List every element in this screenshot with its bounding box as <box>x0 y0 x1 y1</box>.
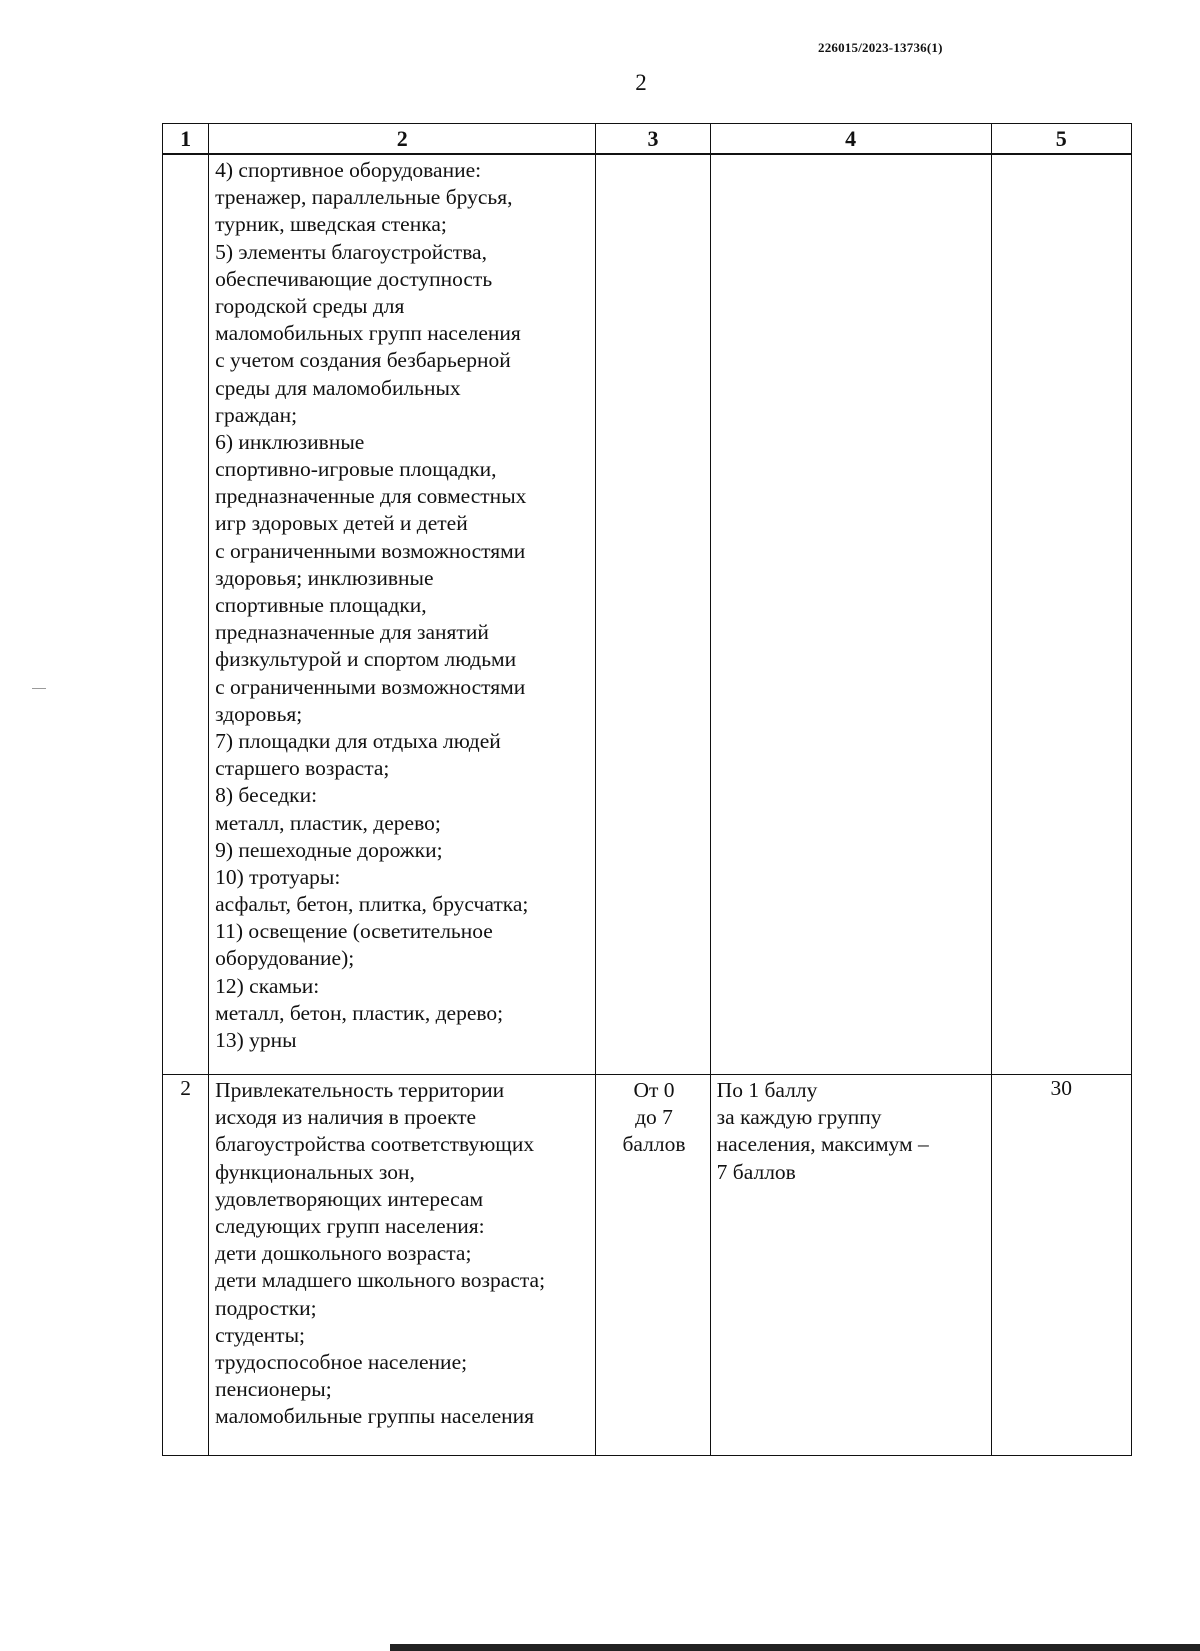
text-line: металл, бетон, пластик, дерево; <box>215 1000 504 1025</box>
text-line: 5) элементы благоустройства, <box>215 239 487 264</box>
text-line: 7) площадки для отдыха людей <box>215 728 501 753</box>
weight-cell: 30 <box>991 1075 1131 1456</box>
header-col-5: 5 <box>991 124 1131 155</box>
text-line: предназначенные для совместных <box>215 484 527 509</box>
text-line: старшего возраста; <box>215 756 390 781</box>
text-line: за каждую группу <box>716 1105 882 1130</box>
text-line: оборудование); <box>215 946 355 971</box>
criteria-lines <box>209 1075 595 1430</box>
text-line: маломобильные группы населения <box>215 1404 535 1429</box>
text-line: 11) освещение (осветительное <box>215 919 493 944</box>
text-line: Привлекательность территории <box>215 1078 505 1102</box>
text-line: следующих групп населения: <box>215 1213 485 1238</box>
criteria-description-cell <box>209 154 596 1075</box>
text-line: дети дошкольного возраста; <box>215 1241 472 1266</box>
text-line: 6) инклюзивные <box>215 429 365 454</box>
text-line: игр здоровых детей и детей <box>215 511 468 536</box>
row-number-cell: 2 <box>163 1075 209 1456</box>
text-line: удовлетворяющих интересам <box>215 1186 484 1211</box>
text-line: турник, шведская стенка; <box>215 212 447 237</box>
text-line: 7 баллов <box>716 1159 796 1184</box>
text-line: до 7 <box>635 1105 673 1130</box>
text-line: функциональных зон, <box>215 1159 415 1184</box>
text-line: предназначенные для занятий <box>215 620 489 645</box>
text-line: населения, максимум – <box>716 1132 929 1157</box>
text-line: 13) урны <box>215 1028 297 1052</box>
scoring-rule-cell <box>710 1075 991 1456</box>
score-range-lines <box>596 1075 709 1159</box>
text-line: спортивно-игровые площадки, <box>215 457 497 482</box>
criteria-lines <box>209 155 595 1054</box>
text-line: 12) скамьи: <box>215 973 320 998</box>
header-col-2: 2 <box>209 124 596 155</box>
text-line: обеспечивающие доступность <box>215 266 493 291</box>
text-line: 9) пешеходные дорожки; <box>215 837 443 862</box>
text-line: физкультурой и спортом людьми <box>215 647 517 672</box>
text-line: 4) спортивное оборудование: <box>215 158 482 182</box>
header-col-4: 4 <box>710 124 991 155</box>
text-line: 8) беседки: <box>215 783 318 808</box>
scan-bottom-edge <box>390 1644 1200 1651</box>
text-line: дети младшего школьного возраста; <box>215 1268 546 1293</box>
scan-margin-mark <box>32 688 46 689</box>
header-col-3: 3 <box>596 124 710 155</box>
scoring-rule-lines <box>711 1075 991 1186</box>
text-line: трудоспособное население; <box>215 1349 468 1374</box>
weight-cell <box>991 154 1131 1075</box>
text-line: с ограниченными возможностями <box>215 674 526 699</box>
text-line: с учетом создания безбарьерной <box>215 348 511 373</box>
scoring-rule-cell <box>710 154 991 1075</box>
text-line: среды для маломобильных <box>215 375 461 400</box>
text-line: городской среды для <box>215 293 405 318</box>
text-line: граждан; <box>215 402 298 427</box>
page-number: 2 <box>635 70 647 95</box>
text-line: пенсионеры; <box>215 1377 332 1402</box>
score-range-cell <box>596 154 710 1075</box>
text-line: По 1 баллу <box>716 1078 818 1102</box>
text-line: исходя из наличия в проекте <box>215 1105 477 1130</box>
text-line: тренажер, параллельные брусья, <box>215 185 513 210</box>
text-line: студенты; <box>215 1322 305 1347</box>
text-line: металл, пластик, дерево; <box>215 810 441 835</box>
text-line: благоустройства соответствующих <box>215 1132 535 1157</box>
text-line: подростки; <box>215 1295 317 1320</box>
text-line: 10) тротуары: <box>215 864 341 889</box>
text-line: маломобильных групп населения <box>215 321 521 346</box>
text-line: спортивные площадки, <box>215 593 427 617</box>
text-line: с ограниченными возможностями <box>215 538 526 563</box>
row-number-cell <box>163 154 209 1075</box>
criteria-table <box>162 123 1132 1456</box>
table-row-continued <box>163 154 1132 1075</box>
score-range-cell <box>596 1075 710 1456</box>
table-row-2 <box>163 1075 1132 1456</box>
text-line: здоровья; инклюзивные <box>215 565 434 590</box>
criteria-description-cell <box>209 1075 596 1456</box>
document-id: 226015/2023-13736(1) <box>818 40 943 55</box>
text-line: баллов <box>622 1132 686 1157</box>
header-col-1: 1 <box>163 124 209 155</box>
text-line: асфальт, бетон, плитка, брусчатка; <box>215 892 529 917</box>
text-line: От 0 <box>633 1078 675 1102</box>
table-header-row <box>163 124 1132 155</box>
text-line: здоровья; <box>215 701 303 726</box>
